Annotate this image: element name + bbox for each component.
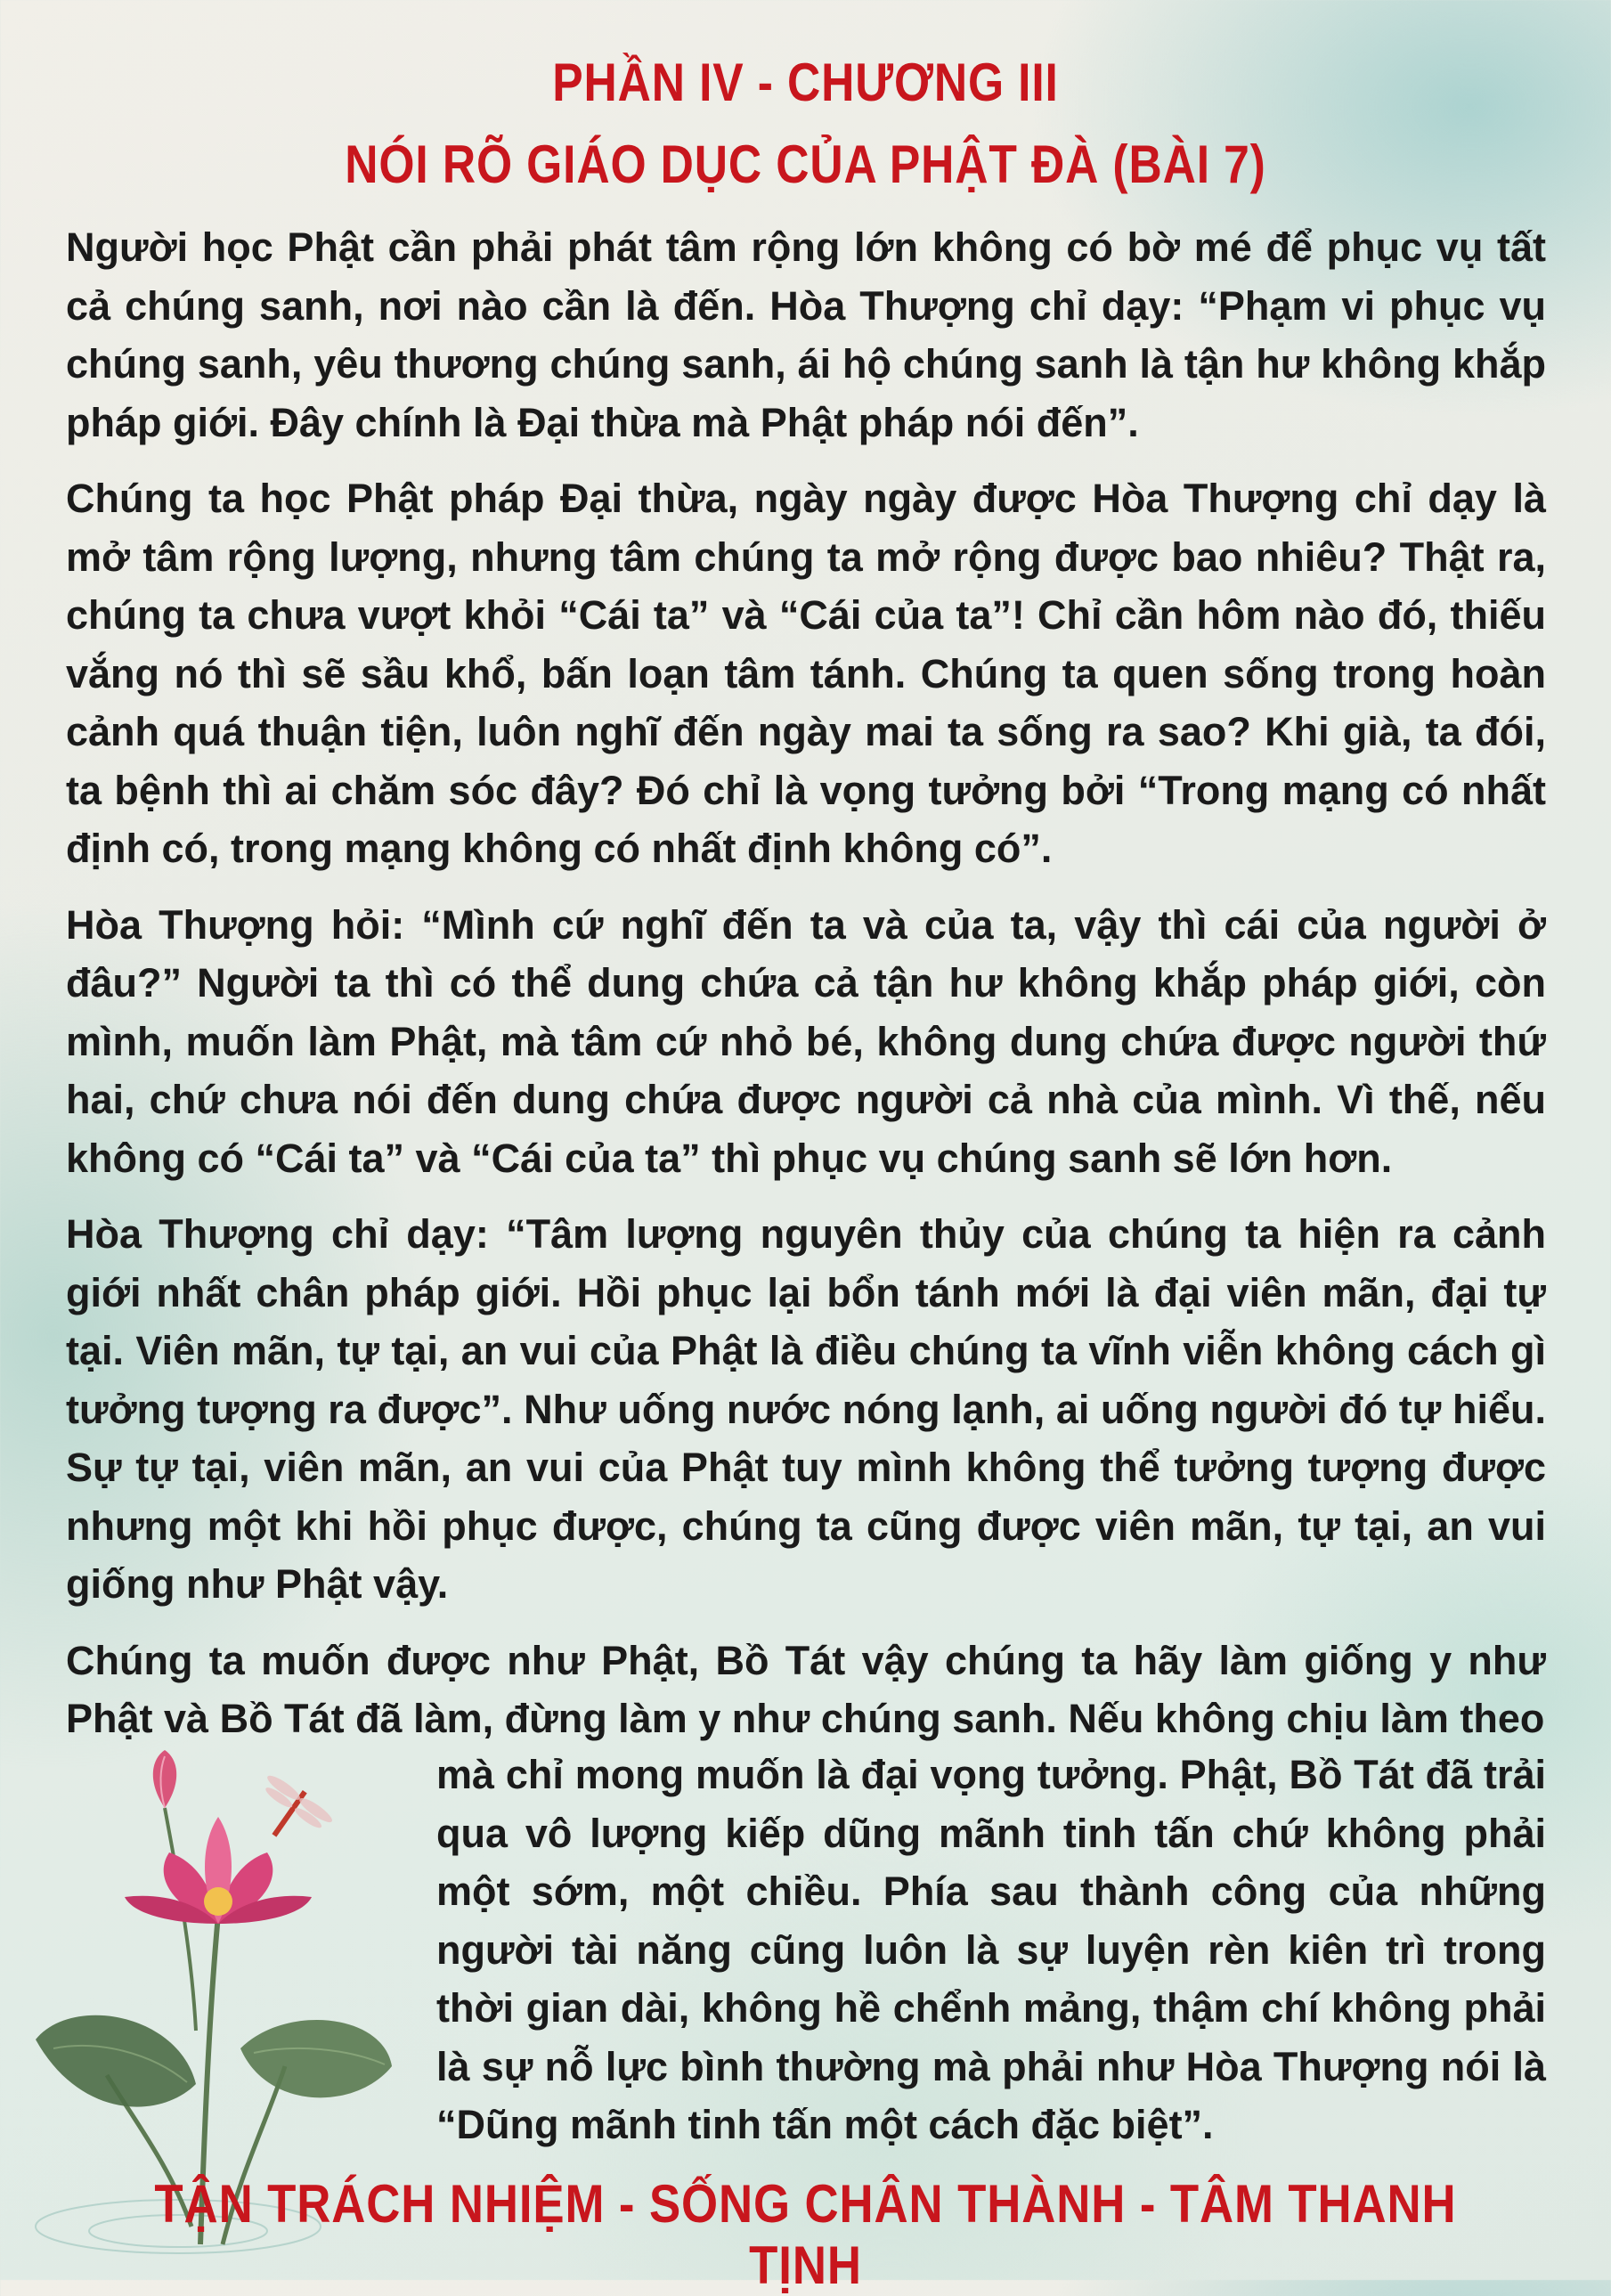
title-line-2: NÓI RÕ GIÁO DỤC CỦA PHẬT ĐÀ (BÀI 7): [345, 134, 1266, 194]
footer-slogan: TẬN TRÁCH NHIỆM - SỐNG CHÂN THÀNH - TÂM THANH TỊNH: [154, 2174, 1457, 2295]
paragraph-4: Hòa Thượng chỉ dạy: “Tâm lượng nguyên thủy của chúng ta hiện ra cảnh giới nhất chân pháp giới. Hồi phục lại bổn tánh mới là đại viên mãn, đại tự tại. Viên mãn, tự tại, an vui của Phật là điều chúng ta vĩnh viễn không cách gì tưởng tượng ra được”. Như uống nước nóng lạnh, ai uống người đó tự hiểu. Sự tự tại, viên mãn, an vui của Phật tuy mình không thể tưởng tượng được nhưng một khi hồi phục được, chúng ta cũng được viên mãn, tự tại, an vui giống như Phật vậy.: [66, 1211, 1546, 1607]
paragraph-2: Chúng ta học Phật pháp Đại thừa, ngày ngày được Hòa Thượng chỉ dạy là mở tâm rộng lượng, nhưng tâm chúng ta mở rộng được bao nhiêu? Thật ra, chúng ta chưa vượt khỏi “Cái ta” và “Cái của ta”! Chỉ cần hôm nào đó, thiếu vắng nó thì sẽ sầu khổ, bấn loạn tâm tánh. Chúng ta quen sống trong hoàn cảnh quá thuận tiện, luôn nghĩ đến ngày mai ta sống ra sao? Khi già, ta đói, ta bệnh thì ai chăm sóc đây? Đó chỉ là vọng tưởng bởi “Trong mạng có nhất định có, trong mạng không có nhất định không có”.: [66, 476, 1546, 871]
paragraph-1: Người học Phật cần phải phát tâm rộng lớn không có bờ mé để phục vụ tất cả chúng sanh, nơi nào cần là đến. Hòa Thượng chỉ dạy: “Phạm vi phục vụ chúng sanh, yêu thương chúng sanh, ái hộ chúng sanh là tận hư không khắp pháp giới. Đây chính là Đại thừa mà Phật pháp nói đến”.: [66, 224, 1546, 445]
paragraph-5-continuation: mà chỉ mong muốn là đại vọng tưởng. Phật, Bồ Tát đã trải qua vô lượng kiếp dũng mãnh tinh tấn chứ không phải một sớm, một chiều. Phía sau thành công của những người tài năng cũng luôn là sự luyện rèn kiên trì trong thời gian dài, không hề chểnh mảng, thậm chí không phải là sự nỗ lực bình thường mà phải như Hòa Thượng nói là “Dũng mãnh tinh tấn một cách đặc biệt”.: [436, 1752, 1546, 2147]
paragraph-5: Chúng ta muốn được như Phật, Bồ Tát vậy chúng ta hãy làm giống y như Phật và Bồ Tát đã làm, đừng làm y như chúng sanh. Nếu không chịu làm theo: [66, 1637, 1546, 1741]
title-line-1: PHẦN IV - CHƯƠNG III: [552, 53, 1059, 112]
article-body: [66, 218, 1546, 1748]
paragraph-5-continued: [436, 1746, 1546, 2154]
paragraph-3: Hòa Thượng hỏi: “Mình cứ nghĩ đến ta và của ta, vậy thì cái của người ở đâu?” Người ta thì có thể dung chứa cả tận hư không khắp pháp giới, còn mình, muốn làm Phật, mà tâm cứ nhỏ bé, không dung chứa được người thứ hai, chứ chưa nói đến dung chứa được người cả nhà của mình. Vì thế, nếu không có “Cái ta” và “Cái của ta” thì phục vụ chúng sanh sẽ lớn hơn.: [66, 901, 1546, 1181]
